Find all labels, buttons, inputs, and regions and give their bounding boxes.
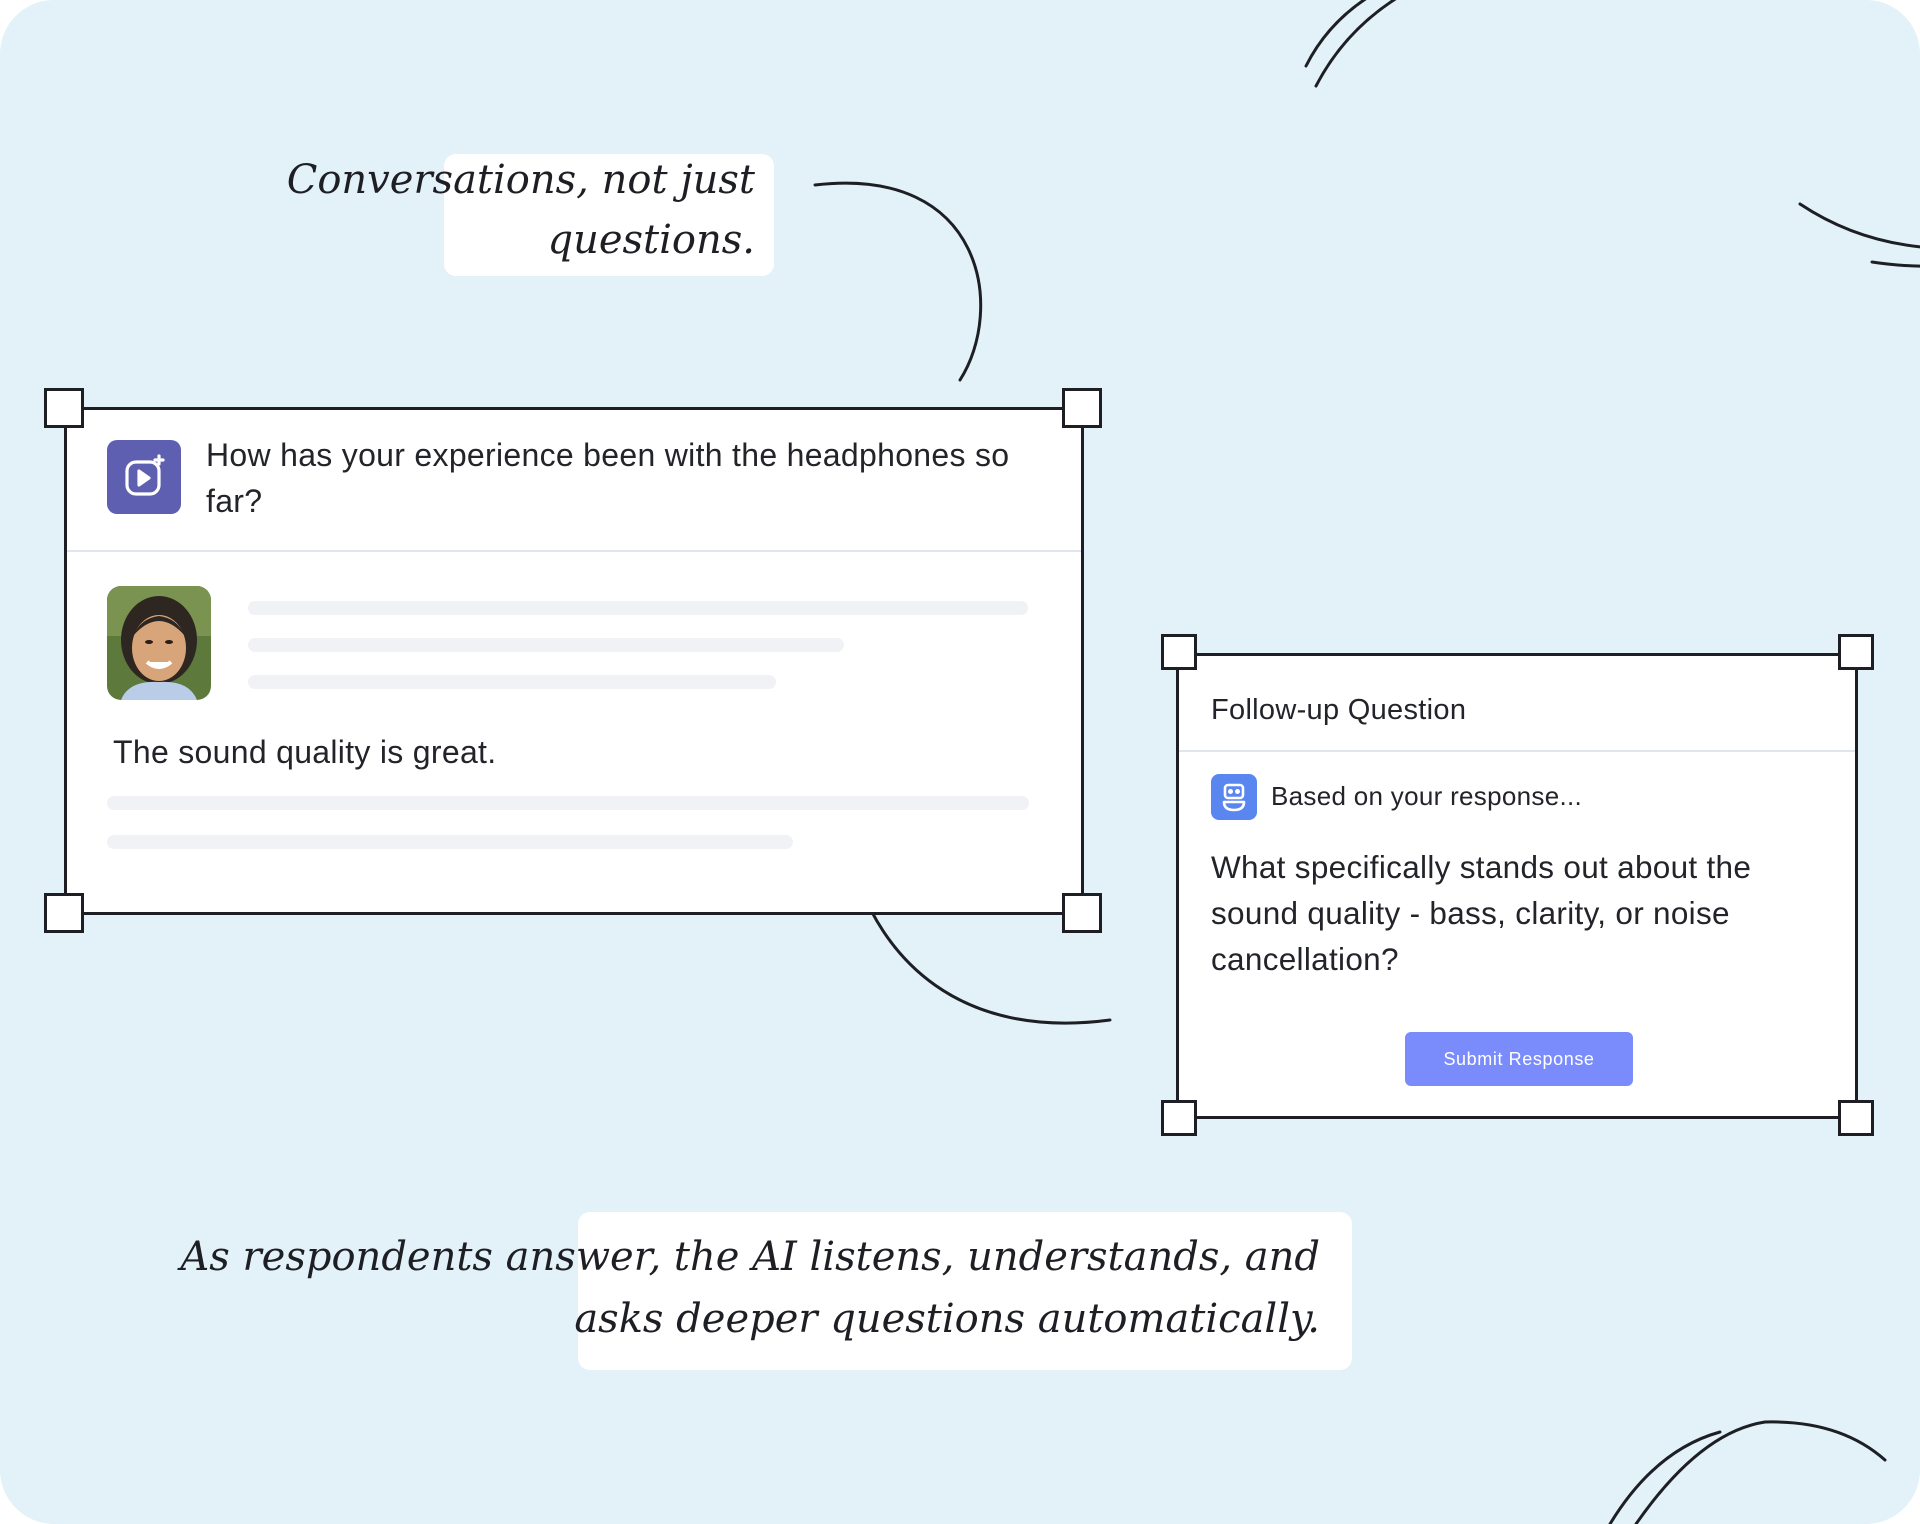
- followup-question: What specifically stands out about the sound quality - bass, clarity, or noise cancellation?: [1211, 849, 1752, 977]
- resize-handle[interactable]: [1062, 893, 1102, 933]
- deco-arc: [1316, 0, 1400, 86]
- followup-card: [1176, 653, 1858, 1119]
- skeleton-line: [107, 835, 793, 849]
- bottom-note: [160, 1226, 1320, 1350]
- bottom-note-line: asks deeper questions automatically.: [574, 1296, 1320, 1342]
- bot-icon: [1211, 774, 1257, 820]
- skeleton-line: [248, 601, 1028, 615]
- followup-subtitle: Based on your response...: [1271, 781, 1583, 811]
- resize-handle[interactable]: [1062, 388, 1102, 428]
- question-text: How has your experience been with the headphones so far?: [206, 437, 1010, 519]
- deco-arc: [1636, 1422, 1885, 1524]
- deco-arc: [1872, 262, 1920, 266]
- resize-handle[interactable]: [1161, 634, 1197, 670]
- resize-handle[interactable]: [1161, 1100, 1197, 1136]
- top-note-line: questions.: [547, 217, 755, 263]
- resize-handle[interactable]: [44, 893, 84, 933]
- skeleton-line: [248, 675, 776, 689]
- resize-handle[interactable]: [44, 388, 84, 428]
- resize-handle[interactable]: [1838, 1100, 1874, 1136]
- respondent-avatar: [107, 586, 211, 700]
- submit-response-button[interactable]: Submit Response: [1405, 1032, 1633, 1086]
- followup-title: Follow-up Question: [1211, 694, 1467, 726]
- connector-arc: [815, 183, 981, 380]
- deco-arc: [1800, 204, 1920, 248]
- skeleton-line: [248, 638, 844, 652]
- deco-arc: [1610, 1432, 1720, 1524]
- top-note-line: Conversations, not just: [286, 157, 755, 203]
- skeleton-line: [107, 796, 1029, 810]
- divider: [1179, 750, 1855, 752]
- video-sparkle-icon: [107, 440, 181, 514]
- deco-arc: [1306, 0, 1380, 66]
- question-card: [64, 407, 1084, 915]
- top-note: [260, 150, 755, 270]
- bottom-note-line: As respondents answer, the AI listens, understands, and: [180, 1234, 1320, 1280]
- answer-text: The sound quality is great.: [113, 734, 497, 770]
- divider: [67, 550, 1081, 552]
- resize-handle[interactable]: [1838, 634, 1874, 670]
